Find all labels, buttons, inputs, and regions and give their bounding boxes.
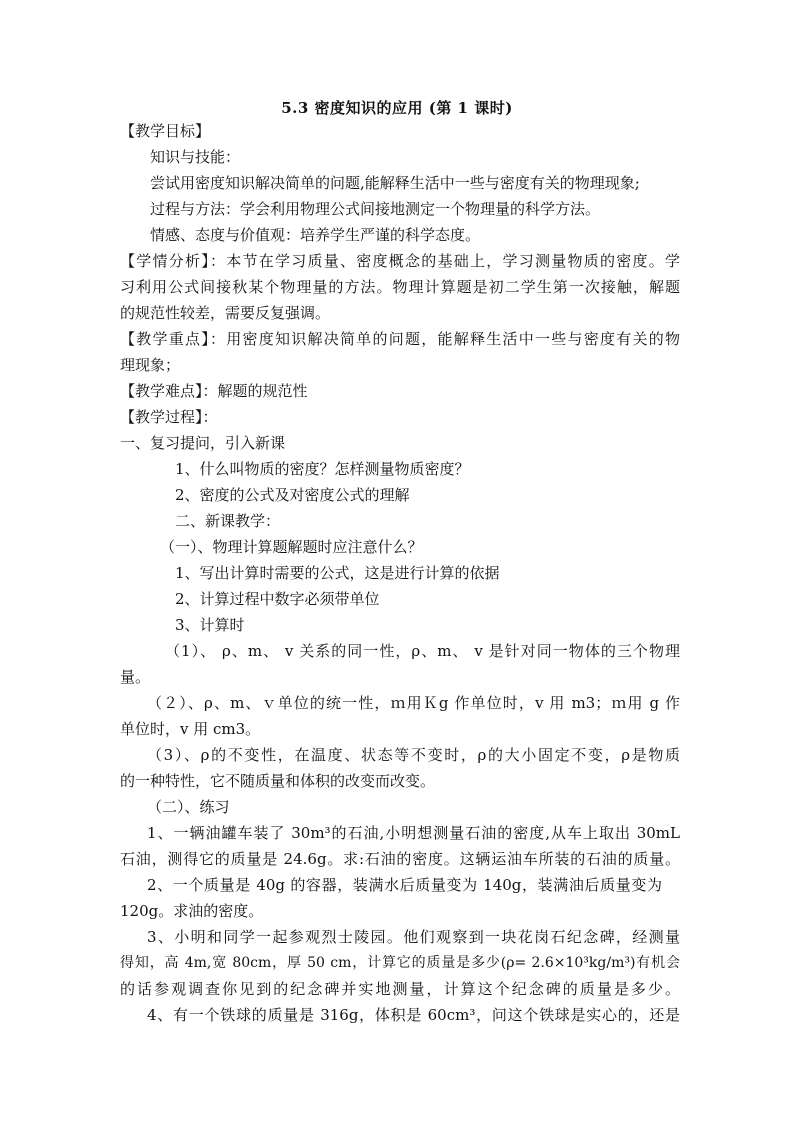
text-line: 的话参观调查你见到的纪念碑并实地测量，计算这个纪念碑的质量是多少。 xyxy=(120,980,680,998)
list-item: 1、什么叫物质的密度？怎样测量物质密度？ xyxy=(175,460,470,478)
text-line: （一）、物理计算题解题时应注意什么？ xyxy=(160,538,423,556)
text-line: 石油，测得它的质量是 24.6g。求:石油的密度。这辆运油车所装的石油的质量。 xyxy=(120,850,680,868)
list-item: （3）、ρ的不变性，在温度、状态等不变时，ρ的大小固定不变，ρ是物质 xyxy=(147,746,680,764)
section-heading-process: 【教学过程】： xyxy=(120,408,218,426)
list-item: 3、计算时 xyxy=(175,616,245,634)
list-item: 1、写出计算时需要的公式，这是进行计算的依据 xyxy=(175,564,500,582)
text-line: 知识与技能： xyxy=(150,148,241,166)
text-line: 量。 xyxy=(120,668,151,686)
text-line: 二、新课教学： xyxy=(175,512,281,530)
section-heading-objectives: 【教学目标】 xyxy=(120,122,211,140)
list-item: 3、小明和同学一起参观烈士陵园。他们观察到一块花岗石纪念碑，经测量 xyxy=(147,928,680,946)
text-line: （二）、练习 xyxy=(147,798,230,816)
text-line: 理现象； xyxy=(120,356,181,374)
text-line: 一、复习提问，引入新课 xyxy=(120,434,286,452)
text-line: 的规范性较差，需要反复强调。 xyxy=(120,304,331,322)
list-item: 2、密度的公式及对密度公式的理解 xyxy=(175,486,410,504)
list-item: 2、一个质量是 40g 的容器，装满水后质量变为 140g，装满油后质量变为 xyxy=(147,876,662,894)
text-line: 情感、态度与价值观：培养学生严谨的科学态度。 xyxy=(150,226,481,244)
text-line: 得知，高 4m,宽 80cm，厚 50 cm，计算它的质量是多少(ρ= 2.6×10³kg/m³)有机会 xyxy=(120,955,680,971)
section-heading-key-points: 【教学重点】：用密度知识解决简单的问题，能解释生活中一些与密度有关的物 xyxy=(120,330,680,348)
text-line: 的一种特性，它不随质量和体积的改变而改变。 xyxy=(120,772,436,790)
section-heading-difficulties: 【教学难点】：解题的规范性 xyxy=(120,382,308,400)
text-line: 尝试用密度知识解决简单的问题,能解释生活中一些与密度有关的物理现象; xyxy=(150,174,640,192)
text-line: 单位时，v 用 cm3。 xyxy=(120,720,261,738)
list-item: 1、一辆油罐车装了 30m³的石油,小明想测量石油的密度,从车上取出 30mL xyxy=(147,824,680,842)
list-item: 2、计算过程中数字必须带单位 xyxy=(175,590,380,608)
list-item: 4、有一个铁球的质量是 316g，体积是 60cm³，问这个铁球是实心的，还是 xyxy=(147,1006,680,1024)
list-item: （２）、ρ、m、ｖ单位的统一性，ｍ用Ｋg 作单位时，v 用 m3；ｍ用 g 作 xyxy=(147,694,680,712)
list-item: （1）、 ρ、m、 v 关系的同一性，ρ、m、 v 是针对同一物体的三个物理 xyxy=(165,642,680,660)
text-line: 120g。求油的密度。 xyxy=(120,902,264,920)
text-line: 习利用公式间接秋某个物理量的方法。物理计算题是初二学生第一次接触，解题 xyxy=(120,278,680,296)
document-title: 5.3 密度知识的应用 (第 1 课时) xyxy=(281,99,513,117)
section-heading-analysis: 【学情分析】：本节在学习质量、密度概念的基础上，学习测量物质的密度。学 xyxy=(120,252,680,270)
text-line: 过程与方法：学会利用物理公式间接地测定一个物理量的科学方法。 xyxy=(150,200,601,218)
